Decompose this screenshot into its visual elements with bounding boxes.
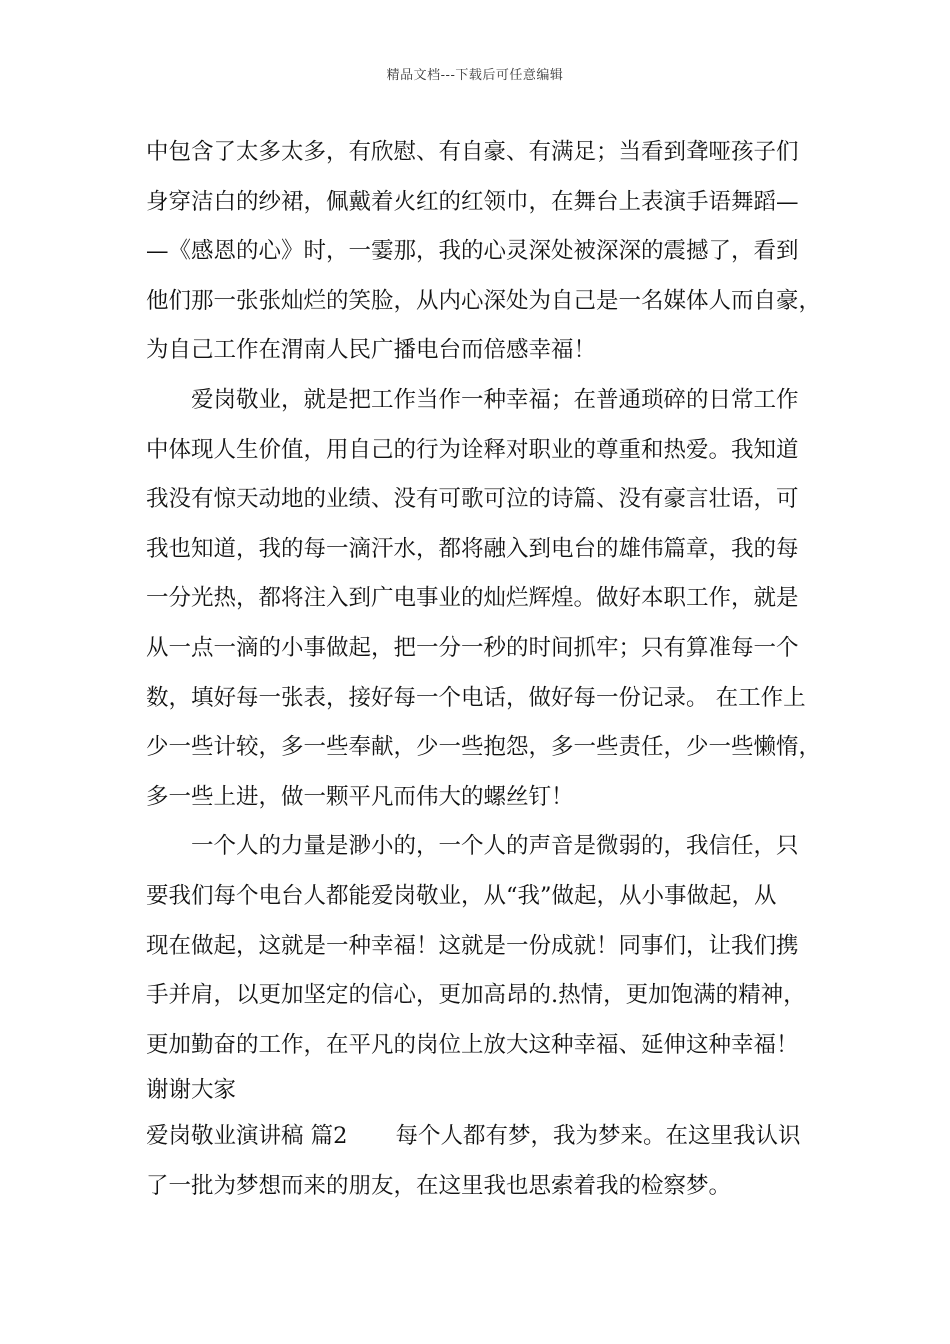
body-line: 身穿洁白的纱裙，佩戴着火红的红领巾，在舞台上表演手语舞蹈—: [146, 188, 799, 215]
body-line: 要我们每个电台人都能爱岗敬业，从“我”做起，从小事做起，从: [146, 882, 777, 909]
body-line: 手并肩，以更加坚定的信心，更加高昂的.热情，更加饱满的精神，: [146, 982, 806, 1009]
body-line: 多一些上进，做一颗平凡而伟大的螺丝钉！: [146, 783, 574, 810]
body-line: 数，填好每一张表，接好每一个电话，做好每一份记录。 在工作上: [146, 684, 806, 711]
section2-first-line: [146, 1110, 814, 1162]
closing-line: 谢谢大家: [146, 1077, 237, 1104]
section2-second-line: 了一批为梦想而来的朋友，在这里我也思索着我的检察梦。: [146, 1173, 732, 1200]
body-line: 为自己工作在渭南人民广播电台而倍感幸福！: [146, 337, 597, 364]
body-line: 我没有惊天动地的业绩、没有可歌可泣的诗篇、没有豪言壮语，可: [146, 486, 799, 513]
body-line: 我也知道，我的每一滴汗水，都将融入到电台的雄伟篇章，我的每: [146, 535, 799, 562]
body-line: 一分光热，都将注入到广电事业的灿烂辉煌。做好本职工作，就是: [146, 585, 799, 612]
body-line: 中体现人生价值，用自己的行为诠释对职业的尊重和热爱。我知道: [146, 436, 799, 463]
section2-first-text: 每个人都有梦，我为梦来。在这里我认识: [395, 1123, 801, 1150]
body-line: —《感恩的心》时，一霎那，我的心灵深处被深深的震撼了，看到: [146, 238, 799, 265]
page-header: 精品文档---下载后可任意编辑: [386, 68, 564, 83]
body-line: 中包含了太多太多，有欣慰、有自豪、有满足；当看到聋哑孩子们: [146, 139, 799, 165]
body-line: 少一些计较，多一些奉献，少一些抱怨，多一些责任，少一些懒惰，: [146, 734, 822, 761]
body-line: 爱岗敬业，就是把工作当作一种幸福；在普通琐碎的日常工作: [146, 386, 799, 413]
body-line: 从一点一滴的小事做起，把一分一秒的时间抓牢；只有算准每一个: [146, 634, 799, 661]
body-line: 一个人的力量是渺小的，一个人的声音是微弱的，我信任，只: [146, 833, 799, 860]
document-body: [146, 128, 822, 1212]
body-line: 现在做起，这就是一种幸福！这就是一份成就！同事们，让我们携: [146, 932, 799, 959]
body-line: 更加勤奋的工作，在平凡的岗位上放大这种幸福、延伸这种幸福！: [146, 1031, 799, 1058]
section2-heading: 爱岗敬业演讲稿 篇2: [146, 1123, 348, 1150]
body-line: 他们那一张张灿烂的笑脸，从内心深处为自己是一名媒体人而自豪，: [146, 287, 822, 314]
